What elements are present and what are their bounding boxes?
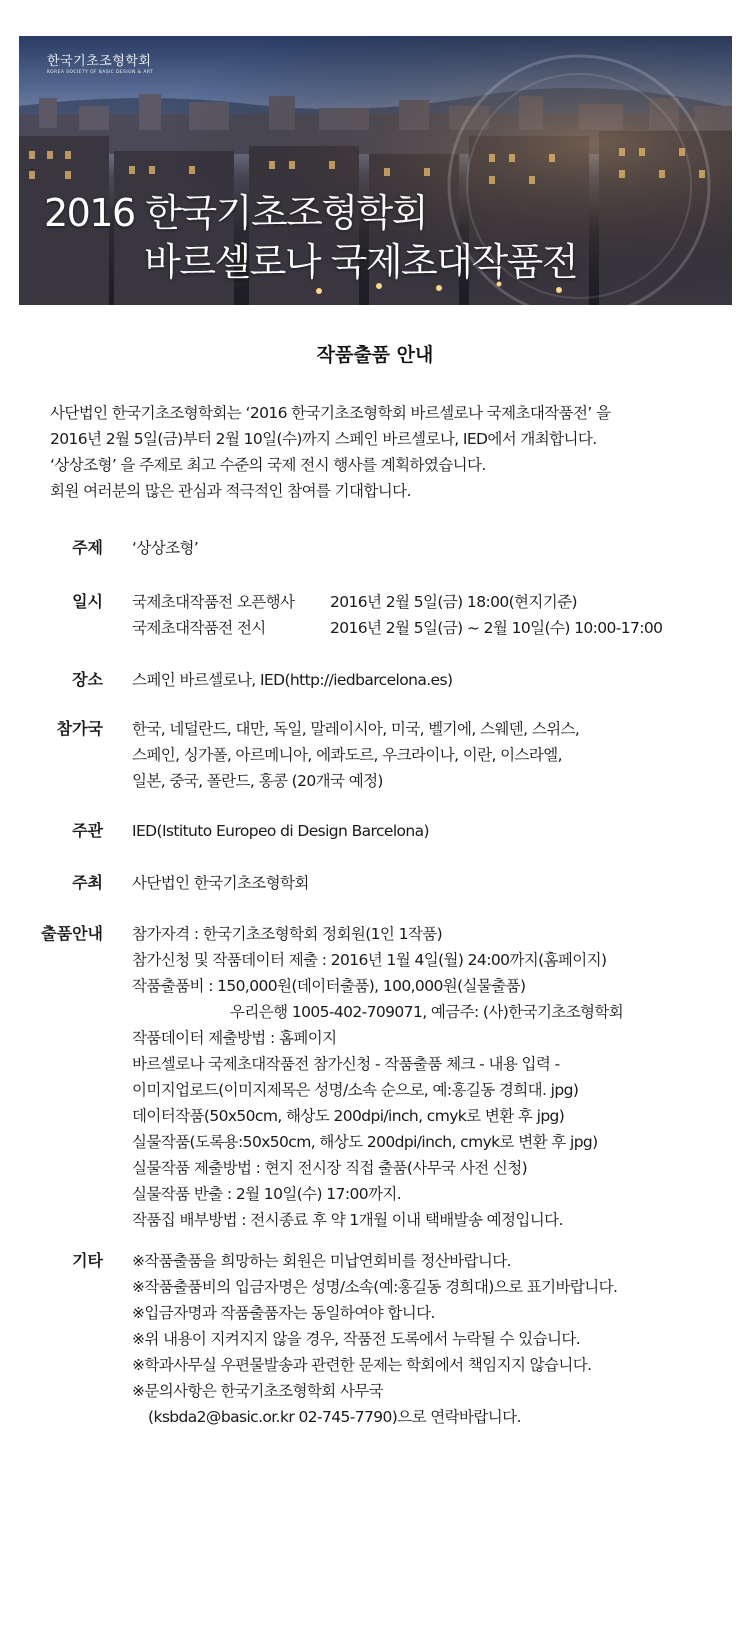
- submission-line: 실물작품 반출 : 2월 10일(수) 17:00까지.: [132, 1185, 402, 1203]
- logo-english-text: KOREA SOCIETY OF BASIC DESIGN & ART: [47, 70, 154, 75]
- notes-line: ※작품출품을 희망하는 회원은 미납연회비를 정산바랍니다.: [132, 1252, 511, 1270]
- intro-line: ‘상상조형’ 을 주제로 최고 수준의 국제 전시 행사를 계획하였습니다.: [50, 456, 486, 474]
- notes-label: 기타: [72, 1251, 103, 1270]
- submission-line: 참가신청 및 작품데이터 제출 : 2016년 1월 4일(월) 24:00까지(홈페이지): [132, 951, 607, 969]
- submission-label: 출품안내: [41, 924, 103, 943]
- banner-title-line2: 바르셀로나 국제초대작품전: [144, 240, 578, 284]
- countries-line: 한국, 네덜란드, 대만, 독일, 말레이시아, 미국, 벨기에, 스웨덴, 스위스,: [132, 720, 580, 738]
- submission-line: 우리은행 1005-402-709071, 예금주: (사)한국기초조형학회: [230, 1003, 624, 1021]
- schedule-item-date: 2016년 2월 5일(금) 18:00(현지기준): [330, 593, 577, 611]
- submission-line: 실물작품(도록용:50x50cm, 해상도 200dpi/inch, cmyk로 변환 후 jpg): [132, 1133, 598, 1151]
- submission-value: [132, 921, 623, 1233]
- notes-line: ※작품출품비의 입금자명은 성명/소속(예:홍길동 경희대)으로 표기바랍니다.: [132, 1278, 618, 1296]
- submission-line: 실물작품 제출방법 : 현지 전시장 직접 출품(사무국 사전 신청): [132, 1159, 528, 1177]
- page-title: 작품출품 안내: [316, 344, 434, 366]
- submission-line: 작품집 배부방법 : 전시종료 후 약 1개월 이내 택배발송 예정입니다.: [132, 1211, 563, 1229]
- notes-line: ※학과사무실 우편물발송과 관련한 문제는 학회에서 책임지지 않습니다.: [132, 1356, 592, 1374]
- host-label: 주최: [72, 873, 103, 892]
- schedule-item: [132, 589, 662, 615]
- notes-value: [132, 1248, 617, 1430]
- organizer-value: IED(Istituto Europeo di Design Barcelona): [132, 822, 429, 840]
- notes-line: ※문의사항은 한국기초조형학회 사무국: [132, 1382, 384, 1400]
- countries-label: 참가국: [56, 719, 103, 738]
- submission-line: 참가자격 : 한국기초조형학회 정회원(1인 1작품): [132, 925, 443, 943]
- intro-paragraph: [50, 400, 610, 504]
- intro-line: 2016년 2월 5일(금)부터 2월 10일(수)까지 스페인 바르셀로나, IED에서 개최합니다.: [50, 430, 597, 448]
- theme-value: ‘상상조형’: [132, 539, 199, 557]
- notes-line: ※위 내용이 지켜지지 않을 경우, 작품전 도록에서 누락될 수 있습니다.: [132, 1330, 581, 1348]
- countries-line: 스페인, 싱가폴, 아르메니아, 에콰도르, 우크라이나, 이란, 이스라엘,: [132, 746, 562, 764]
- submission-line: 데이터작품(50x50cm, 해상도 200dpi/inch, cmyk로 변환 후 jpg): [132, 1107, 565, 1125]
- banner-title-line1: 2016 한국기초조형학회: [44, 191, 427, 235]
- organizer-label: 주관: [72, 821, 103, 840]
- schedule-item-name: 국제초대작품전 오픈행사: [132, 593, 295, 611]
- schedule-value: [132, 589, 662, 641]
- submission-line: 바르셀로나 국제초대작품전 참가신청 - 작품출품 체크 - 내용 입력 -: [132, 1055, 560, 1073]
- schedule-item-date: 2016년 2월 5일(금) ~ 2월 10일(수) 10:00-17:00: [330, 619, 663, 637]
- schedule-label: 일시: [72, 592, 103, 611]
- submission-line: 작품출품비 : 150,000원(데이터출품), 100,000원(실물출품): [132, 977, 526, 995]
- submission-line: 작품데이터 제출방법 : 홈페이지: [132, 1029, 337, 1047]
- banner-image: [19, 36, 732, 305]
- host-value: 사단법인 한국기초조형학회: [132, 874, 309, 892]
- intro-line: 사단법인 한국기초조형학회는 ‘2016 한국기초조형학회 바르셀로나 국제초대작품전’ 을: [50, 404, 611, 422]
- society-logo: [47, 50, 153, 75]
- theme-label: 주제: [72, 538, 103, 557]
- venue-value: 스페인 바르셀로나, IED(http://iedbarcelona.es): [132, 671, 453, 689]
- countries-value: [132, 716, 579, 794]
- notes-line: ※입금자명과 작품출품자는 동일하여야 합니다.: [132, 1304, 435, 1322]
- schedule-item: [132, 615, 662, 641]
- notes-line: (ksbda2@basic.or.kr 02-745-7790)으로 연락바랍니다.: [148, 1408, 521, 1426]
- logo-korean-text: 한국기초조형학회: [47, 54, 152, 69]
- schedule-item-name: 국제초대작품전 전시: [132, 619, 266, 637]
- submission-line: 이미지업로드(이미지제목은 성명/소속 순으로, 예:홍길동 경희대. jpg): [132, 1081, 579, 1099]
- venue-label: 장소: [72, 670, 103, 689]
- intro-line: 회원 여러분의 많은 관심과 적극적인 참여를 기대합니다.: [50, 482, 411, 500]
- countries-line: 일본, 중국, 폴란드, 홍콩 (20개국 예정): [132, 772, 383, 790]
